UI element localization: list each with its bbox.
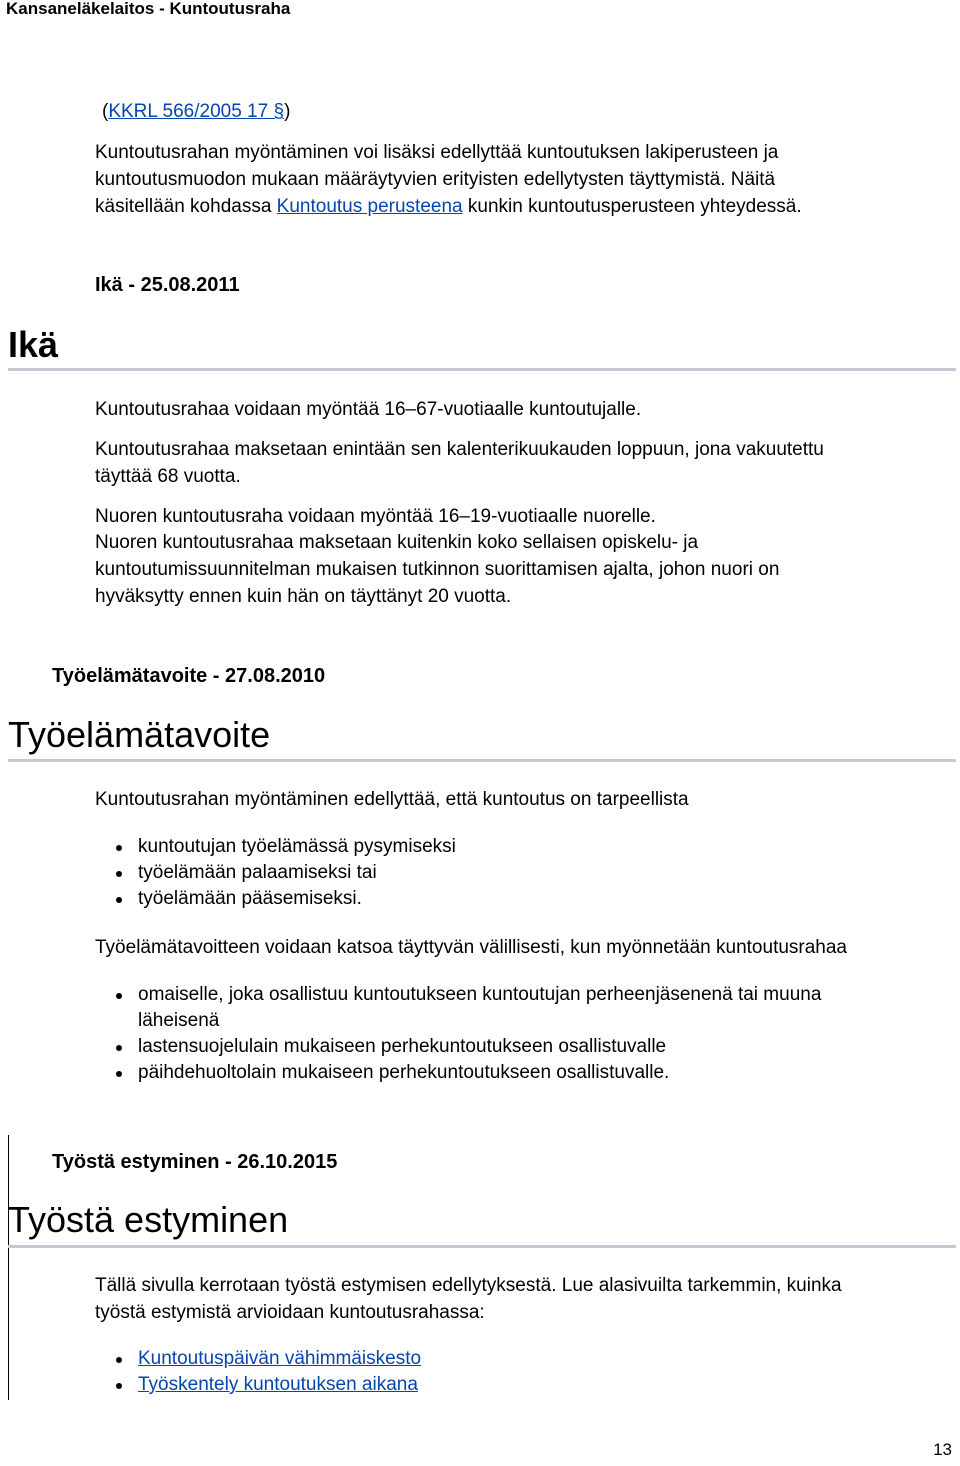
list-item: lastensuojelulain mukaiseen perhekuntoutukseen osallistuvalle: [95, 1034, 955, 1060]
ika-heading-rule: [8, 368, 956, 371]
estyminen-link-list: [95, 1346, 955, 1398]
list-item: kuntoutujan työelämässä pysymiseksi: [95, 834, 955, 860]
tyoelama-paragraph-2: Työelämätavoitteen voidaan katsoa täyttyvän välillisesti, kun myönnetään kuntoutusrahaa: [95, 937, 848, 958]
estyminen-heading: Työstä estyminen: [8, 1199, 289, 1240]
tyoelama-paragraph-1: Kuntoutusrahan myöntäminen edellyttää, että kuntoutus on tarpeellista: [95, 789, 689, 810]
intro-line-3: [95, 193, 955, 220]
ika-paragraph-2: [95, 436, 955, 490]
ika-paragraph-4-line-3: hyväksytty ennen kuin hän on täyttänyt 20 vuotta.: [95, 586, 512, 607]
ika-paragraph-3: Nuoren kuntoutusraha voidaan myöntää 16–19-vuotiaalle nuorelle.: [95, 506, 656, 527]
intro-line-3-tail: kunkin kuntoutusperusteen yhteydessä.: [462, 196, 802, 217]
list-item: [95, 1372, 955, 1398]
list-item: [95, 982, 955, 1034]
ika-paragraph-2-line-2: täyttää 68 vuotta.: [95, 466, 241, 487]
ref-open: (: [102, 101, 109, 122]
ika-paragraph-1: Kuntoutusrahaa voidaan myöntää 16–67-vuotiaalle kuntoutujalle.: [95, 399, 642, 420]
ika-paragraph-4-line-2: kuntoutumissuunnitelman mukaisen tutkinnon suorittamisen ajalta, johon nuori on: [95, 559, 780, 580]
document-header: Kansaneläkelaitos - Kuntoutusraha: [6, 0, 291, 18]
law-reference-link-text: KKRL 566/2005 17: [108, 101, 274, 122]
tyoelama-heading-rule: [8, 759, 956, 762]
list-item: päihdehuoltolain mukaiseen perhekuntoutukseen osallistuvalle.: [95, 1060, 955, 1086]
section-left-bar: [8, 1135, 9, 1400]
page-number: 13: [933, 1440, 952, 1459]
kuntoutus-perusteena-link[interactable]: Kuntoutus perusteena: [276, 196, 463, 217]
tyoelama-subtitle: Työelämätavoite - 27.08.2010: [52, 665, 326, 687]
ika-paragraph-2-line-1: Kuntoutusrahaa maksetaan enintään sen kalenterikuukauden loppuun, jona vakuutettu: [95, 439, 824, 460]
tyoskentely-kuntoutuksen-aikana-link[interactable]: Työskentely kuntoutuksen aikana: [138, 1374, 418, 1395]
ika-paragraph-4: [95, 529, 955, 610]
ika-heading: Ikä: [8, 324, 59, 365]
kuntoutuspaivan-vahimmaiskesto-link[interactable]: Kuntoutuspäivän vähimmäiskesto: [138, 1348, 422, 1369]
estyminen-heading-rule: [8, 1245, 956, 1248]
intro-line-3-text: käsitellään kohdassa: [95, 196, 277, 217]
ika-paragraph-4-line-1: Nuoren kuntoutusrahaa maksetaan kuitenkin koko sellaisen opiskelu- ja: [95, 532, 699, 553]
estyminen-paragraph-1: [95, 1272, 955, 1326]
list-item-line-2: läheisenä: [138, 1010, 220, 1031]
ika-subtitle: Ikä - 25.08.2011: [95, 274, 240, 296]
tyoelama-list-1: [95, 834, 955, 912]
list-item-line-1: omaiselle, joka osallistuu kuntoutukseen kuntoutujan perheenjäsenenä tai muuna: [138, 984, 822, 1005]
estyminen-subtitle: Työstä estyminen - 26.10.2015: [52, 1151, 338, 1173]
tyoelama-heading: Työelämätavoite: [8, 714, 271, 755]
list-item: [95, 1346, 955, 1372]
estyminen-paragraph-1-line-1: Tällä sivulla kerrotaan työstä estymisen edellytyksestä. Lue alasivuilta tarkemmin, kuinka: [95, 1275, 842, 1296]
list-item: työelämään pääsemiseksi.: [95, 886, 955, 912]
law-reference: [102, 98, 290, 125]
section-symbol: §: [273, 101, 285, 122]
tyoelama-list-2: [95, 982, 955, 1086]
estyminen-paragraph-1-line-2: työstä estymistä arvioidaan kuntoutusrahassa:: [95, 1302, 485, 1323]
law-reference-link[interactable]: [108, 101, 284, 122]
intro-line-2: kuntoutusmuodon mukaan määräytyvien erityisten edellytysten täyttymistä. Näitä: [95, 169, 776, 190]
intro-line-1: Kuntoutusrahan myöntäminen voi lisäksi edellyttää kuntoutuksen lakiperusteen ja: [95, 142, 779, 163]
intro-paragraph: [95, 139, 955, 220]
list-item: työelämään palaamiseksi tai: [95, 860, 955, 886]
ref-close: ): [284, 101, 291, 122]
